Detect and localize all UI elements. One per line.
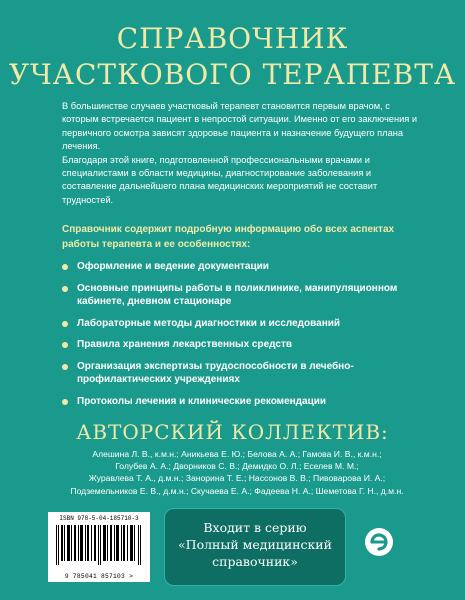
authors-list xyxy=(52,448,422,497)
intro-text xyxy=(62,100,422,207)
bullet-icon xyxy=(62,399,68,405)
authors-line: Голубев А. А.; Дворников С. В.; Демидко О. Л.; Еселев М. М.; xyxy=(115,461,359,472)
series-line-1: Входит в серию xyxy=(203,520,307,535)
authors-heading: АВТОРСКИЙ КОЛЛЕКТИВ: xyxy=(76,420,389,444)
feature-item xyxy=(62,282,422,309)
bullet-icon xyxy=(62,264,68,270)
bullet-icon xyxy=(62,286,68,292)
feature-item xyxy=(62,260,422,274)
authors-line: Подземельников Е. В., д.м.н.; Скучаева Е. А.; Фадеева Н. А.; Шеметова Г. Н., д.м.н. xyxy=(70,485,404,496)
feature-item xyxy=(62,360,422,387)
intro-paragraph-2: Благодаря этой книге, подготовленной профессиональными врачами и специалистами в области медицины, диагностирование заболевания и составление дальнейшего плана медицинских мероприятий не составит трудностей. xyxy=(62,154,378,205)
feature-label: Основные принципы работы в поликлинике, манипуляционном кабинете, дневном стационаре xyxy=(77,282,398,307)
feature-item xyxy=(62,338,422,352)
bullet-icon xyxy=(62,321,68,327)
feature-label: Протоколы лечения и клинические рекомендации xyxy=(77,395,327,407)
isbn-barcode xyxy=(48,512,150,582)
eksmo-e-logo-icon xyxy=(364,527,394,557)
feature-label: Лабораторные методы диагностики и исследований xyxy=(77,317,341,329)
bullet-icon xyxy=(62,342,68,348)
title-line-1: СПРАВОЧНИК xyxy=(116,22,349,55)
feature-item xyxy=(62,395,422,409)
isbn-number: ISBN 978-5-04-185710-3 xyxy=(59,515,139,522)
series-badge xyxy=(164,508,346,586)
feature-list xyxy=(62,260,422,416)
feature-label: Организация экспертизы трудоспособности в лечебно-профилактических учреждениях xyxy=(77,360,354,385)
feature-label: Оформление и ведение документации xyxy=(77,261,269,272)
intro-paragraph-1: В большинстве случаев участковый терапевт становится первым врачом, с которым встречается пациент в непростой ситуации. Именно от его заключения и первичного осмотра зависят здоровье пациента и назначение будущего плана лечения. xyxy=(62,101,418,152)
barcode-icon xyxy=(56,525,142,565)
series-line-3: справочник» xyxy=(212,554,298,569)
feature-item xyxy=(62,317,422,331)
feature-label: Правила хранения лекарственных средств xyxy=(77,339,292,350)
authors-line: Журавлева Т. А., д.м.н.; Занорина Т. Е.; Нассонов В. В.; Пивоварова И. А.; xyxy=(88,473,386,484)
series-line-2: «Полный медицинский xyxy=(178,537,332,552)
lead-text: Справочник содержит подробную информацию обо всех аспектах работы терапевта и ее особенностях: xyxy=(62,224,395,250)
authors-line: Алешина Л. В., к.м.н.; Аникьева Е. Ю.; Белова А. А.; Гамова И. В., к.м.н.; xyxy=(92,449,382,459)
barcode-digits: 9 785041 857103 > xyxy=(64,573,134,580)
bullet-icon xyxy=(62,364,68,370)
title-line-2: УЧАСТКОВОГО ТЕРАПЕВТА xyxy=(8,58,457,91)
